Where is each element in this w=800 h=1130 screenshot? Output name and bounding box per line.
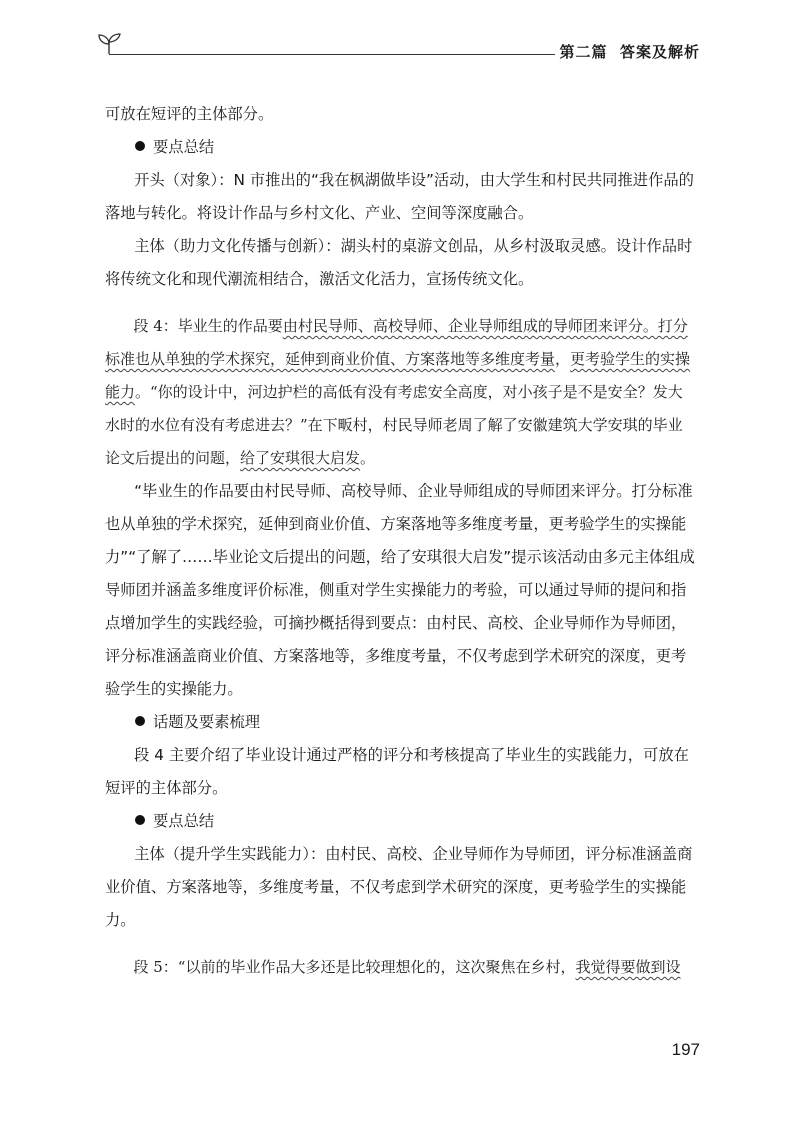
bullet-label: 要点总结 bbox=[153, 138, 215, 156]
passage-text: 段 4：毕业生的作品要 bbox=[133, 317, 283, 335]
paragraph: 主体（助力文化传播与创新）：湖头村的桌游文创品，从乡村汲取灵感。设计作品时将传统文化和现代潮流相结合，激活文化活力，宣扬传统文化。 bbox=[105, 237, 693, 288]
passage-text: 。“你的设计中，河边护栏的高低有没有考虑安全高度，对小孩子是不是安全？发大水时的水位有没有考虑进去？”在下畈村，村民导师老周了解了安徽建筑大学安琪的毕业论文后提出的问题， bbox=[105, 383, 683, 467]
header-chapter-title: 答案及解析 bbox=[619, 43, 700, 61]
bullet-heading bbox=[105, 805, 697, 838]
underlined-text: 我觉得要做到设 bbox=[575, 958, 681, 976]
paragraph: “毕业生的作品要由村民导师、高校导师、企业导师组成的导师团来评分。打分标准也从单独的学术探究，延伸到商业价值、方案落地等多维度考量，更考验学生的实操能力”“了解了……毕业论文后提出的问题，给了安琪很大启发”提示该活动由多元主体组成导师团并涵盖多维度评价标准，侧重对学生实操能力的考验，可以通过导师的提问和指点增加学生的实践经验，可摘抄概括得到要点：由村民、高校、企业导师作为导师团，评分标准涵盖商业价值、方案落地等，多维度考量，不仅考虑到学术研究的深度，更考验学生的实操能力。 bbox=[105, 482, 695, 698]
sprout-icon bbox=[95, 32, 123, 56]
paragraph: 开头（对象）：N 市推出的“我在枫湖做毕设”活动，由大学生和村民共同推进作品的落地与转化。将设计作品与乡村文化、产业、空间等深度融合。 bbox=[105, 171, 694, 222]
quoted-passage bbox=[105, 951, 697, 984]
passage-text: 段 5：“以前的毕业作品大多还是比较理想化的，这次聚焦在乡村， bbox=[133, 958, 576, 976]
paragraph: 可放在短评的主体部分。 bbox=[105, 105, 274, 123]
page-header bbox=[95, 32, 700, 66]
underlined-text: 更考验学生的实操能力 bbox=[105, 350, 691, 401]
page-body bbox=[105, 98, 697, 984]
bullet-icon bbox=[135, 141, 145, 151]
underlined-text: 由村民导师、高校导师、企业导师组成的导师团来评分。打分标准也从单独的学术探究，延伸到商业价值、方案落地等多维度考量 bbox=[105, 317, 688, 368]
header-title bbox=[560, 41, 700, 62]
paragraph: 主体（提升学生实践能力）：由村民、高校、企业导师作为导师团，评分标准涵盖商业价值、方案落地等，多维度考量，不仅考虑到学术研究的深度，更考验学生的实操能力。 bbox=[105, 845, 693, 929]
bullet-heading bbox=[105, 706, 697, 739]
bullet-icon bbox=[135, 716, 145, 726]
page-number: 197 bbox=[671, 1040, 700, 1059]
bullet-label: 要点总结 bbox=[153, 812, 215, 830]
paragraph: 段 4 主要介绍了毕业设计通过严格的评分和考核提高了毕业生的实践能力，可放在短评的主体部分。 bbox=[105, 746, 689, 797]
header-section: 第二篇 bbox=[559, 43, 608, 61]
bullet-label: 话题及要素梳理 bbox=[153, 713, 261, 731]
header-rule bbox=[109, 54, 555, 55]
bullet-icon bbox=[135, 815, 145, 825]
passage-text: ， bbox=[555, 350, 571, 368]
passage-text: 。 bbox=[360, 449, 376, 467]
quoted-passage bbox=[105, 310, 697, 475]
bullet-heading bbox=[105, 131, 697, 164]
underlined-text: 给了安琪很大启发 bbox=[240, 449, 361, 467]
